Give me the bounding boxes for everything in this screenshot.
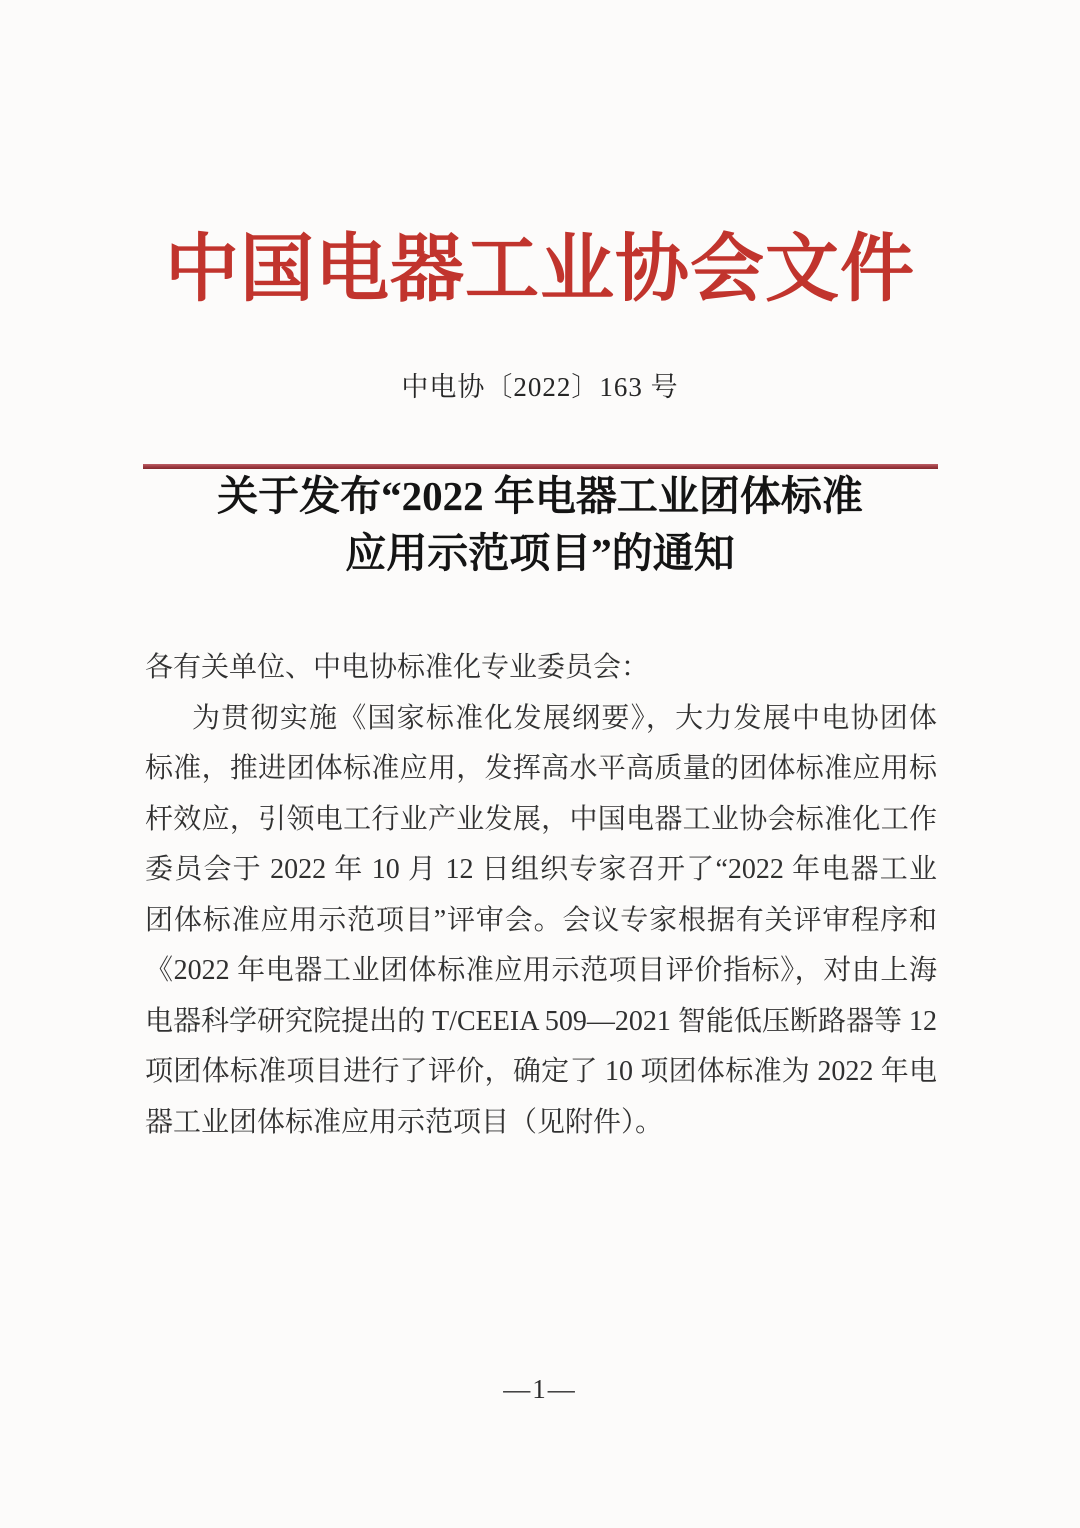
document-number: 中电协〔2022〕163 号 [401,372,679,402]
body-paragraph [145,643,937,1148]
paragraph-line: 电器科学研究院提出的 T/CEEIA 509—2021 智能低压断路器等 12 [145,1005,937,1037]
paragraph-line: 为贯彻实施《国家标准化发展纲要》，大力发展中电协团体 [192,702,937,734]
paragraph-line: 《2022 年电器工业团体标准应用示范项目评价指标》，对由上海 [145,955,937,986]
notice-title-line2: 应用示范项目”的通知 [345,530,735,576]
paragraph-line: 杆效应，引领电工行业产业发展，中国电器工业协会标准化工作 [145,803,937,835]
page-number: —1— [503,1374,577,1404]
notice-title [0,468,1080,582]
paragraph-line: 项团体标准项目进行了评价，确定了 10 项团体标准为 2022 年电 [145,1056,937,1087]
letterhead-title: 中国电器工业协会文件 [165,229,915,311]
paragraph-line: 团体标准应用示范项目”评审会。会议专家根据有关评审程序和 [145,904,937,936]
notice-title-line1: 关于发布“2022 年电器工业团体标准 [217,473,863,519]
paragraph-line: 标准，推进团体标准应用，发挥高水平高质量的团体标准应用标 [145,753,937,784]
paragraph-line: 委员会于 2022 年 10 月 12 日组织专家召开了“2022 年电器工业 [145,854,937,885]
paragraph-line: 器工业团体标准应用示范项目（见附件）。 [145,1106,664,1138]
salutation-line: 各有关单位、中电协标准化专业委员会： [145,652,650,683]
paragraph-lines [145,694,937,1149]
